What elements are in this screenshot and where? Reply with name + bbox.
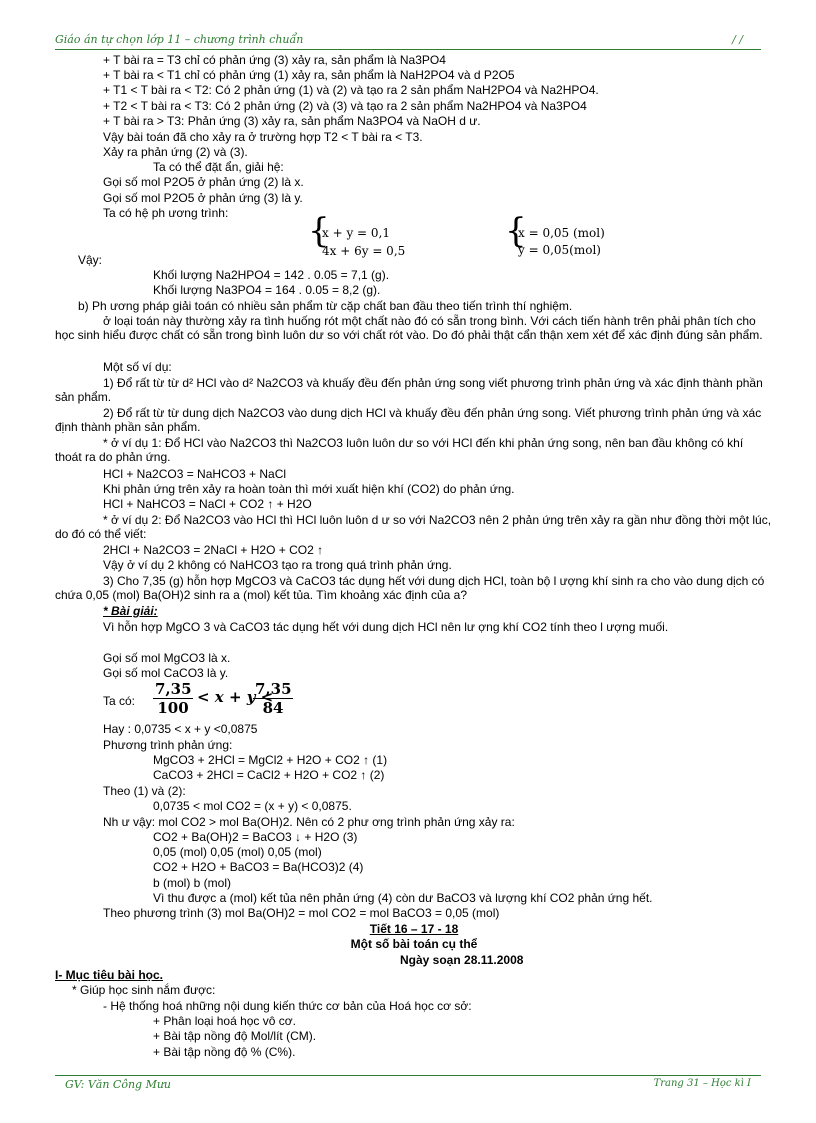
footer-teacher: GV: Văn Công Mưu — [65, 1078, 172, 1091]
footer-page: Trang 31 – Học kì I — [653, 1078, 751, 1089]
example-1: 1) Đổ rất từ từ d² HCl vào d² Na2CO3 và khuấy đều đến phản ứng song viết phương trình phản ứng và xác định thành phần sản phẩm. — [55, 376, 763, 404]
var-y-line: Gọi số mol P2O5 ở phản ứng (3) là y. — [103, 191, 303, 205]
gas-note: Khi phản ứng trên xảy ra hoàn toàn thì mới xuất hiện khí (CO2) do phản ứng. — [103, 482, 515, 496]
fraction-2-denominator: 84 — [262, 699, 284, 717]
header-title: Giáo án tự chọn lớp 11 – chương trình chuẩn — [55, 33, 304, 46]
reaction-note: Xảy ra phản ứng (2) và (3). — [103, 145, 248, 159]
fraction-2 — [253, 680, 293, 717]
case-line-5: + T bài ra > T3: Phản ứng (3) xảy ra, sản phẩm Na3PO4 và NaOH d ư. — [103, 114, 481, 128]
examples-label: Một số ví dụ: — [103, 360, 172, 374]
lesson-date: Ngày soạn 28.11.2008 — [400, 953, 524, 967]
reaction-1: MgCO3 + 2HCl = MgCl2 + H2O + CO2 ↑ (1) — [153, 753, 388, 767]
case-line-2: + T bài ra < T1 chỉ có phản ứng (1) xảy ra, sản phẩm là NaH2PO4 và d P2O5 — [103, 68, 515, 82]
mass-na2hpo4: Khối lượng Na2HPO4 = 142 . 0.05 = 7,1 (g). — [153, 268, 390, 282]
objectives-item: - Hệ thống hoá những nội dung kiến thức cơ bản của Hoá học cơ sở: — [103, 999, 472, 1013]
header-date-slots: / / — [732, 33, 743, 46]
objective-bullet-1: + Phân loại hoá học vô cơ. — [153, 1014, 296, 1028]
var-x-line: Gọi số mol P2O5 ở phản ứng (2) là x. — [103, 175, 304, 189]
mass-na3po4: Khối lượng Na3PO4 = 164 . 0.05 = 8,2 (g). — [153, 283, 381, 297]
system-intro: Ta có hệ ph ương trình: — [103, 206, 229, 220]
lesson-title: Một số bài toán cụ thể — [350, 937, 478, 951]
solution-x: x = 0,05 (mol) — [518, 226, 605, 240]
fraction-2-numerator: 7,35 — [255, 680, 292, 698]
section-b-title: b) Ph ương pháp giải toán có nhiều sản phẩm từ cặp chất ban đầu theo tiến trình thí nghiệm. — [78, 299, 573, 313]
equation-2: 4x + 6y = 0,5 — [322, 244, 406, 258]
co2-range: 0,0735 < mol CO2 = (x + y) < 0,0875. — [153, 799, 352, 813]
solution-y: y = 0,05(mol) — [518, 243, 601, 257]
solution-var-y: Gọi số mol CaCO3 là y. — [103, 666, 229, 680]
reaction-hcl-nahco3: HCl + NaHCO3 = NaCl + CO2 ↑ + H2O — [103, 497, 312, 511]
section-b-para: ở loại toán này thường xảy ra tình huống rót một chất nào đó có sẵn trong bình. Với cách tiến hành trên phải phân tích cho học sinh hiểu được chất có sẵn trong bình luôn dư so với chất rót vào. Do đó phải thật cẩn thận xem xét để xác định đúng sản phẩm. — [55, 314, 763, 342]
reaction-2: CaCO3 + 2HCl = CaCl2 + H2O + CO2 ↑ (2) — [153, 768, 385, 782]
theo-label: Theo (1) và (2): — [103, 784, 186, 798]
objective-bullet-3: + Bài tập nồng độ % (C%). — [153, 1045, 296, 1059]
inequality-range: Hay : 0,0735 < x + y <0,0875 — [103, 722, 258, 736]
fraction-1-numerator: 7,35 — [155, 680, 192, 698]
case-line-4: + T2 < T bài ra < T3: Có 2 phản ứng (2) và (3) và tạo ra 2 sản phẩm Na2HPO4 và Na3PO4 — [103, 99, 587, 113]
reaction-2hcl: 2HCl + Na2CO3 = 2NaCl + H2O + CO2 ↑ — [103, 543, 324, 557]
page-footer — [55, 1075, 761, 1092]
right-brace-icon: { — [505, 211, 527, 251]
objectives-heading: I- Mục tiêu bài học. — [55, 968, 164, 982]
final-relation: Theo phương trình (3) mol Ba(OH)2 = mol CO2 = mol BaCO3 = 0,05 (mol) — [103, 906, 500, 920]
conclusion-line: Vậy bài toán đã cho xảy ra ở trường hợp T2 < T bài ra < T3. — [103, 130, 423, 144]
left-brace-icon: { — [308, 211, 330, 251]
solution-var-x: Gọi số mol MgCO3 là x. — [103, 651, 231, 665]
method-note: Ta có thể đặt ẩn, giải hệ: — [153, 160, 284, 174]
objective-bullet-2: + Bài tập nồng độ Mol/lít (CM). — [153, 1029, 317, 1043]
two-reactions-note: Nh ư vậy: mol CO2 > mol Ba(OH)2. Nên có 2 phư ơng trình phản ứng xảy ra: — [103, 815, 515, 829]
example-2: 2) Đổ rất từ từ dung dịch Na2CO3 vào dung dịch HCl và khuấy đều đến phản ứng song. Viết phương trình phản ứng và xác định thành phần sản phẩm. — [55, 406, 762, 434]
example-2-note: * ở ví dụ 2: Đổ Na2CO3 vào HCl thì HCl luôn luôn d ư so với Na2CO3 nên 2 phản ứng trên xảy ra gần như đồng thời một lúc, do đó có thể viết: — [55, 513, 772, 541]
example-1-note: * ở ví dụ 1: Đổ HCl vào Na2CO3 thì Na2CO3 luôn luôn dư so với HCl đến khi phản ứng song, nên ban đầu không có khí thoát ra do phản ứng. — [55, 436, 744, 464]
vay-label: Vậy: — [78, 253, 103, 267]
fraction-1 — [153, 680, 193, 717]
reaction-3-moles: 0,05 (mol) 0,05 (mol) 0,05 (mol) — [153, 845, 322, 859]
reactions-label: Phương trình phản ứng: — [103, 738, 233, 752]
case-line-1: + T bài ra = T3 chỉ có phản ứng (3) xảy ra, sản phẩm là Na3PO4 — [103, 53, 446, 67]
reaction-4-moles: b (mol) b (mol) — [153, 876, 232, 890]
example-2-conclusion: Vậy ở ví dụ 2 không có NaHCO3 tạo ra trong quá trình phản ứng. — [103, 558, 452, 572]
case-line-3: + T1 < T bài ra < T2: Có 2 phản ứng (1) và (2) và tạo ra 2 sản phẩm NaH2PO4 và Na2HPO4. — [103, 83, 599, 97]
lesson-periods: Tiết 16 – 17 - 18 — [369, 922, 459, 936]
precipitate-note: Vì thu được a (mol) kết tủa nên phản ứng (4) còn dư BaCO3 và lượng khí CO2 phản ứng hết. — [153, 891, 653, 905]
ta-co-label: Ta có: — [103, 694, 136, 708]
solution-title: * Bài giải: — [103, 604, 158, 618]
solution-intro: Vì hỗn hợp MgCO 3 và CaCO3 tác dụng hết với dung dịch HCl nên lư ợng khí CO2 tính theo l ượng muối. — [103, 620, 669, 634]
page-header — [55, 33, 761, 50]
inequality-middle: < x + y < — [197, 688, 274, 706]
objectives-sub: * Giúp học sinh nắm được: — [72, 983, 216, 997]
fraction-1-denominator: 100 — [157, 699, 189, 717]
reaction-hcl-na2co3: HCl + Na2CO3 = NaHCO3 + NaCl — [103, 467, 287, 481]
equation-1: x + y = 0,1 — [322, 226, 390, 240]
reaction-4: CO2 + H2O + BaCO3 = Ba(HCO3)2 (4) — [153, 860, 364, 874]
example-3: 3) Cho 7,35 (g) hỗn hợp MgCO3 và CaCO3 tác dụng hết với dung dịch HCl, toàn bộ l ượng khí sinh ra cho vào dung dịch có chứa 0,05 (mol) Ba(OH)2 sinh ra a (mol) kết tủa. Tìm khoảng xác định của a? — [55, 574, 765, 602]
reaction-3: CO2 + Ba(OH)2 = BaCO3 ↓ + H2O (3) — [153, 830, 358, 844]
